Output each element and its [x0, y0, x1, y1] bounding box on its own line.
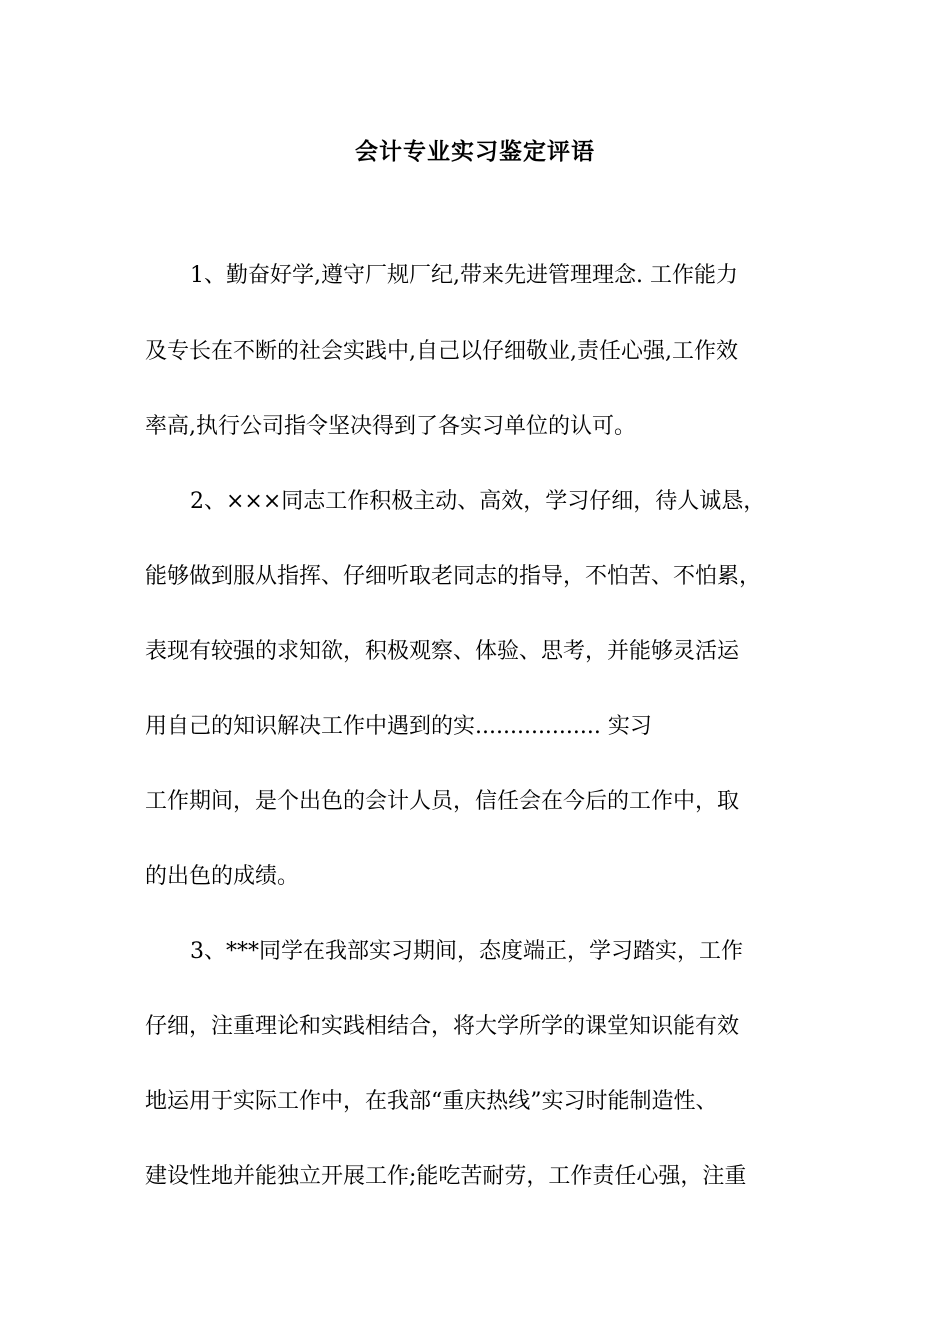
paragraph-3-line-4: 建设性地并能独立开展工作;能吃苦耐劳，工作责任心强，注重	[145, 1164, 747, 1189]
paragraph-3-line-1: 3、***同学在我部实习期间，态度端正，学习踏实，工作	[190, 939, 743, 964]
paragraph-2-line-3: 表现有较强的求知欲，积极观察、体验、思考，并能够灵活运	[145, 639, 740, 664]
paragraph-2-line-5: 工作期间，是个出色的会计人员，信任会在今后的工作中，取	[145, 789, 740, 814]
paragraph-1-line-2: 及专长在不断的社会实践中,自己以仔细敬业,责任心强,工作效	[145, 339, 738, 364]
paragraph-2-line-2: 能够做到服从指挥、仔细听取老同志的指导，不怕苦、不怕累，	[145, 564, 762, 589]
paragraph-1-line-3: 率高,执行公司指令坚决得到了各实习单位的认可。	[145, 414, 636, 439]
paragraph-3-line-2: 仔细，注重理论和实践相结合，将大学所学的课堂知识能有效	[145, 1014, 740, 1039]
paragraph-3-line-3: 地运用于实际工作中，在我部“重庆热线”实习时能制造性、	[145, 1089, 718, 1114]
paragraph-2-line-1: 2、×××同志工作积极主动、高效，学习仔细，待人诚恳，	[190, 489, 766, 514]
paragraph-2-line-6: 的出色的成绩。	[145, 864, 300, 889]
document-title: 会计专业实习鉴定评语	[355, 138, 595, 165]
paragraph-2-line-4: 用自己的知识解决工作中遇到的实.................. 实习	[145, 714, 652, 739]
paragraph-1-line-1: 1、勤奋好学,遵守厂规厂纪,带来先进管理理念. 工作能力	[190, 263, 738, 288]
